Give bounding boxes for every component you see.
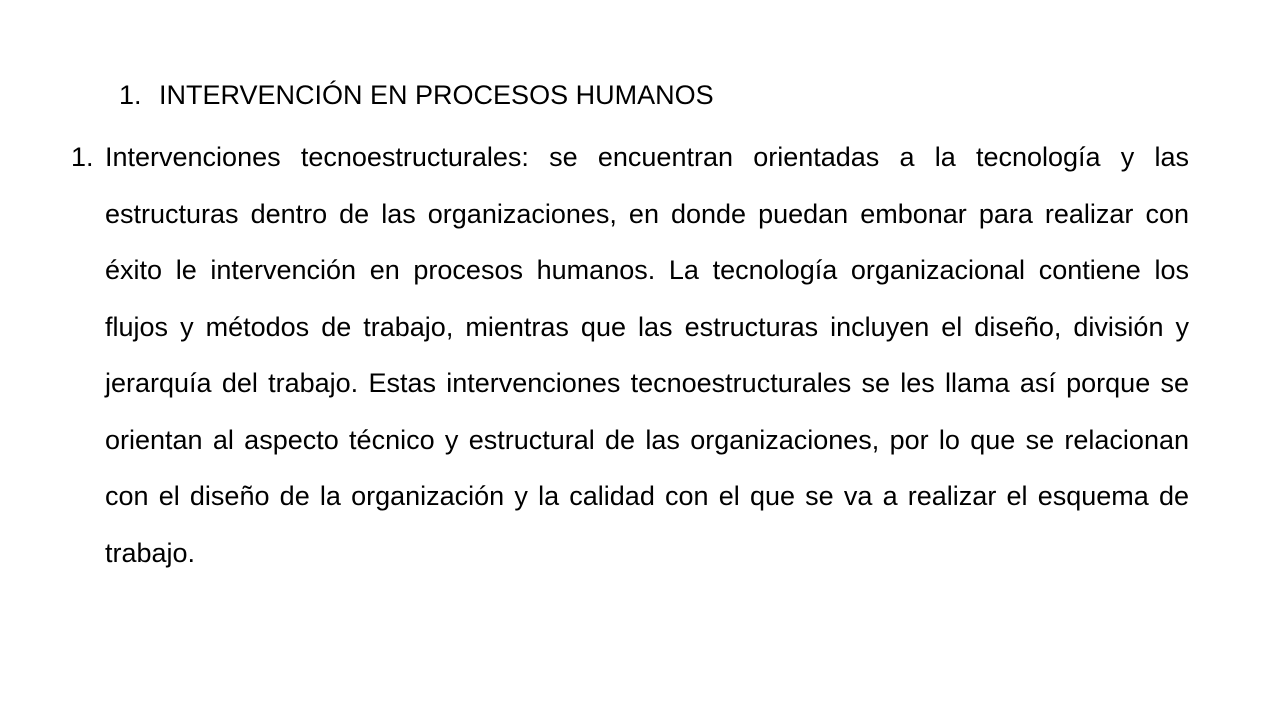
heading-title: INTERVENCIÓN EN PROCESOS HUMANOS [159, 80, 714, 110]
list-item [71, 129, 1189, 581]
heading-number: 1. [119, 80, 142, 110]
list-item-text: Intervenciones tecnoestructurales: se encuentran orientadas a la tecnología y las estructuras dentro de las organizaciones, en donde puedan embonar para realizar con éxito le intervención en procesos humanos. La tecnología organizacional contiene los flujos y métodos de trabajo, mientras que las estructuras incluyen el diseño, división y jerarquía del trabajo. Estas intervenciones tecnoestructurales se les llama así porque se orientan al aspecto técnico y estructural de las organizaciones, por lo que se relacionan con el diseño de la organización y la calidad con el que se va a realizar el esquema de trabajo. [105, 142, 1189, 568]
slide-heading [119, 77, 714, 113]
list-item-number: 1. [71, 142, 94, 172]
